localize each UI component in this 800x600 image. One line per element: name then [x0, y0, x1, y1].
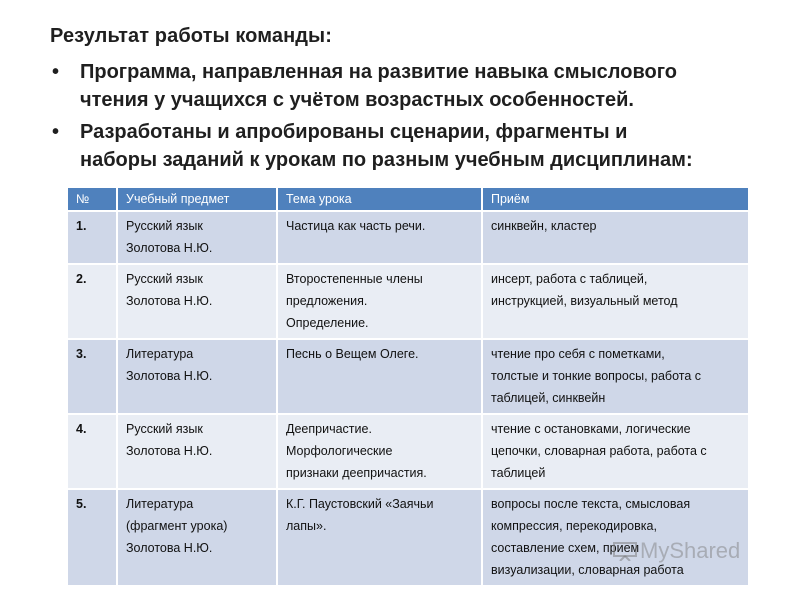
table-row: [67, 489, 749, 586]
row-number: 5.: [67, 489, 117, 586]
row-topic: [277, 264, 482, 339]
cell-line: компрессия, перекодировка,: [491, 519, 657, 533]
table-row: [67, 414, 749, 489]
bullet-item: [50, 58, 780, 114]
bullet-item: [50, 118, 780, 174]
cell-line: Русский язык: [126, 272, 203, 286]
watermark-text: MyShared: [640, 538, 741, 563]
cell-line: цепочки, словарная работа, работа с: [491, 444, 707, 458]
row-topic: [277, 211, 482, 264]
row-subject: [117, 339, 277, 414]
row-technique: [482, 264, 749, 339]
bullet-line: наборы заданий к урокам по разным учебным дисциплинам:: [80, 149, 693, 171]
cell-line: Песнь о Вещем Олеге.: [286, 347, 419, 361]
cell-line: признаки деепричастия.: [286, 466, 427, 480]
cell-line: Золотова Н.Ю.: [126, 294, 213, 308]
cell-line: чтение про себя с пометками,: [491, 347, 665, 361]
row-technique: [482, 414, 749, 489]
cell-line: Золотова Н.Ю.: [126, 241, 213, 255]
cell-line: Литература: [126, 497, 194, 511]
bullet-line: Разработаны и апробированы сценарии, фрагменты и: [80, 121, 628, 143]
cell-line: Морфологические: [286, 444, 393, 458]
cell-line: толстые и тонкие вопросы, работа с: [491, 369, 702, 383]
row-technique: [482, 339, 749, 414]
cell-line: Золотова Н.Ю.: [126, 369, 213, 383]
cell-line: (фрагмент урока): [126, 519, 228, 533]
cell-line: лапы».: [286, 519, 327, 533]
cell-line: Русский язык: [126, 219, 203, 233]
table-row: [67, 339, 749, 414]
cell-line: Литература: [126, 347, 194, 361]
row-subject: [117, 264, 277, 339]
cell-line: Частица как часть речи.: [286, 219, 426, 233]
cell-line: Золотова Н.Ю.: [126, 444, 213, 458]
header-topic: Тема урока: [277, 187, 482, 211]
cell-line: составление схем, прием: [491, 541, 640, 555]
bullet-list: [50, 58, 780, 178]
cell-line: Золотова Н.Ю.: [126, 541, 213, 555]
row-number: 3.: [67, 339, 117, 414]
row-subject: [117, 414, 277, 489]
cell-line: таблицей: [491, 466, 546, 480]
row-number: 2.: [67, 264, 117, 339]
row-subject: [117, 211, 277, 264]
header-technique: Приём: [482, 187, 749, 211]
row-topic: [277, 339, 482, 414]
cell-line: вопросы после текста, смысловая: [491, 497, 691, 511]
cell-line: таблицей, синквейн: [491, 391, 606, 405]
header-number: №: [67, 187, 117, 211]
row-number: 1.: [67, 211, 117, 264]
header-subject: Учебный предмет: [117, 187, 277, 211]
cell-line: инсерт, работа с таблицей,: [491, 272, 648, 286]
slide-heading: Результат работы команды:: [50, 25, 332, 47]
bullet-marker: •: [52, 61, 60, 83]
cell-line: визуализации, словарная работа: [491, 563, 684, 577]
table-row: [67, 211, 749, 264]
cell-line: Второстепенные члены: [286, 272, 423, 286]
row-technique: [482, 211, 749, 264]
table-header-row: [67, 187, 749, 211]
row-topic: [277, 414, 482, 489]
bullet-line: чтения у учащихся с учётом возрастных особенностей.: [80, 89, 634, 111]
cell-line: инструкцией, визуальный метод: [491, 294, 678, 308]
cell-line: чтение с остановками, логические: [491, 422, 691, 436]
table-row: [67, 264, 749, 339]
row-number: 4.: [67, 414, 117, 489]
row-subject: [117, 489, 277, 586]
row-technique: [482, 489, 749, 586]
row-topic: [277, 489, 482, 586]
cell-line: синквейн, кластер: [491, 219, 597, 233]
cell-line: Определение.: [286, 316, 369, 330]
lessons-table: [66, 186, 750, 587]
bullet-line: Программа, направленная на развитие навыка смыслового: [80, 61, 677, 83]
bullet-marker: •: [52, 121, 60, 143]
cell-line: К.Г. Паустовский «Заячьи: [286, 497, 434, 511]
cell-line: Деепричастие.: [286, 422, 372, 436]
cell-line: предложения.: [286, 294, 368, 308]
cell-line: Русский язык: [126, 422, 203, 436]
